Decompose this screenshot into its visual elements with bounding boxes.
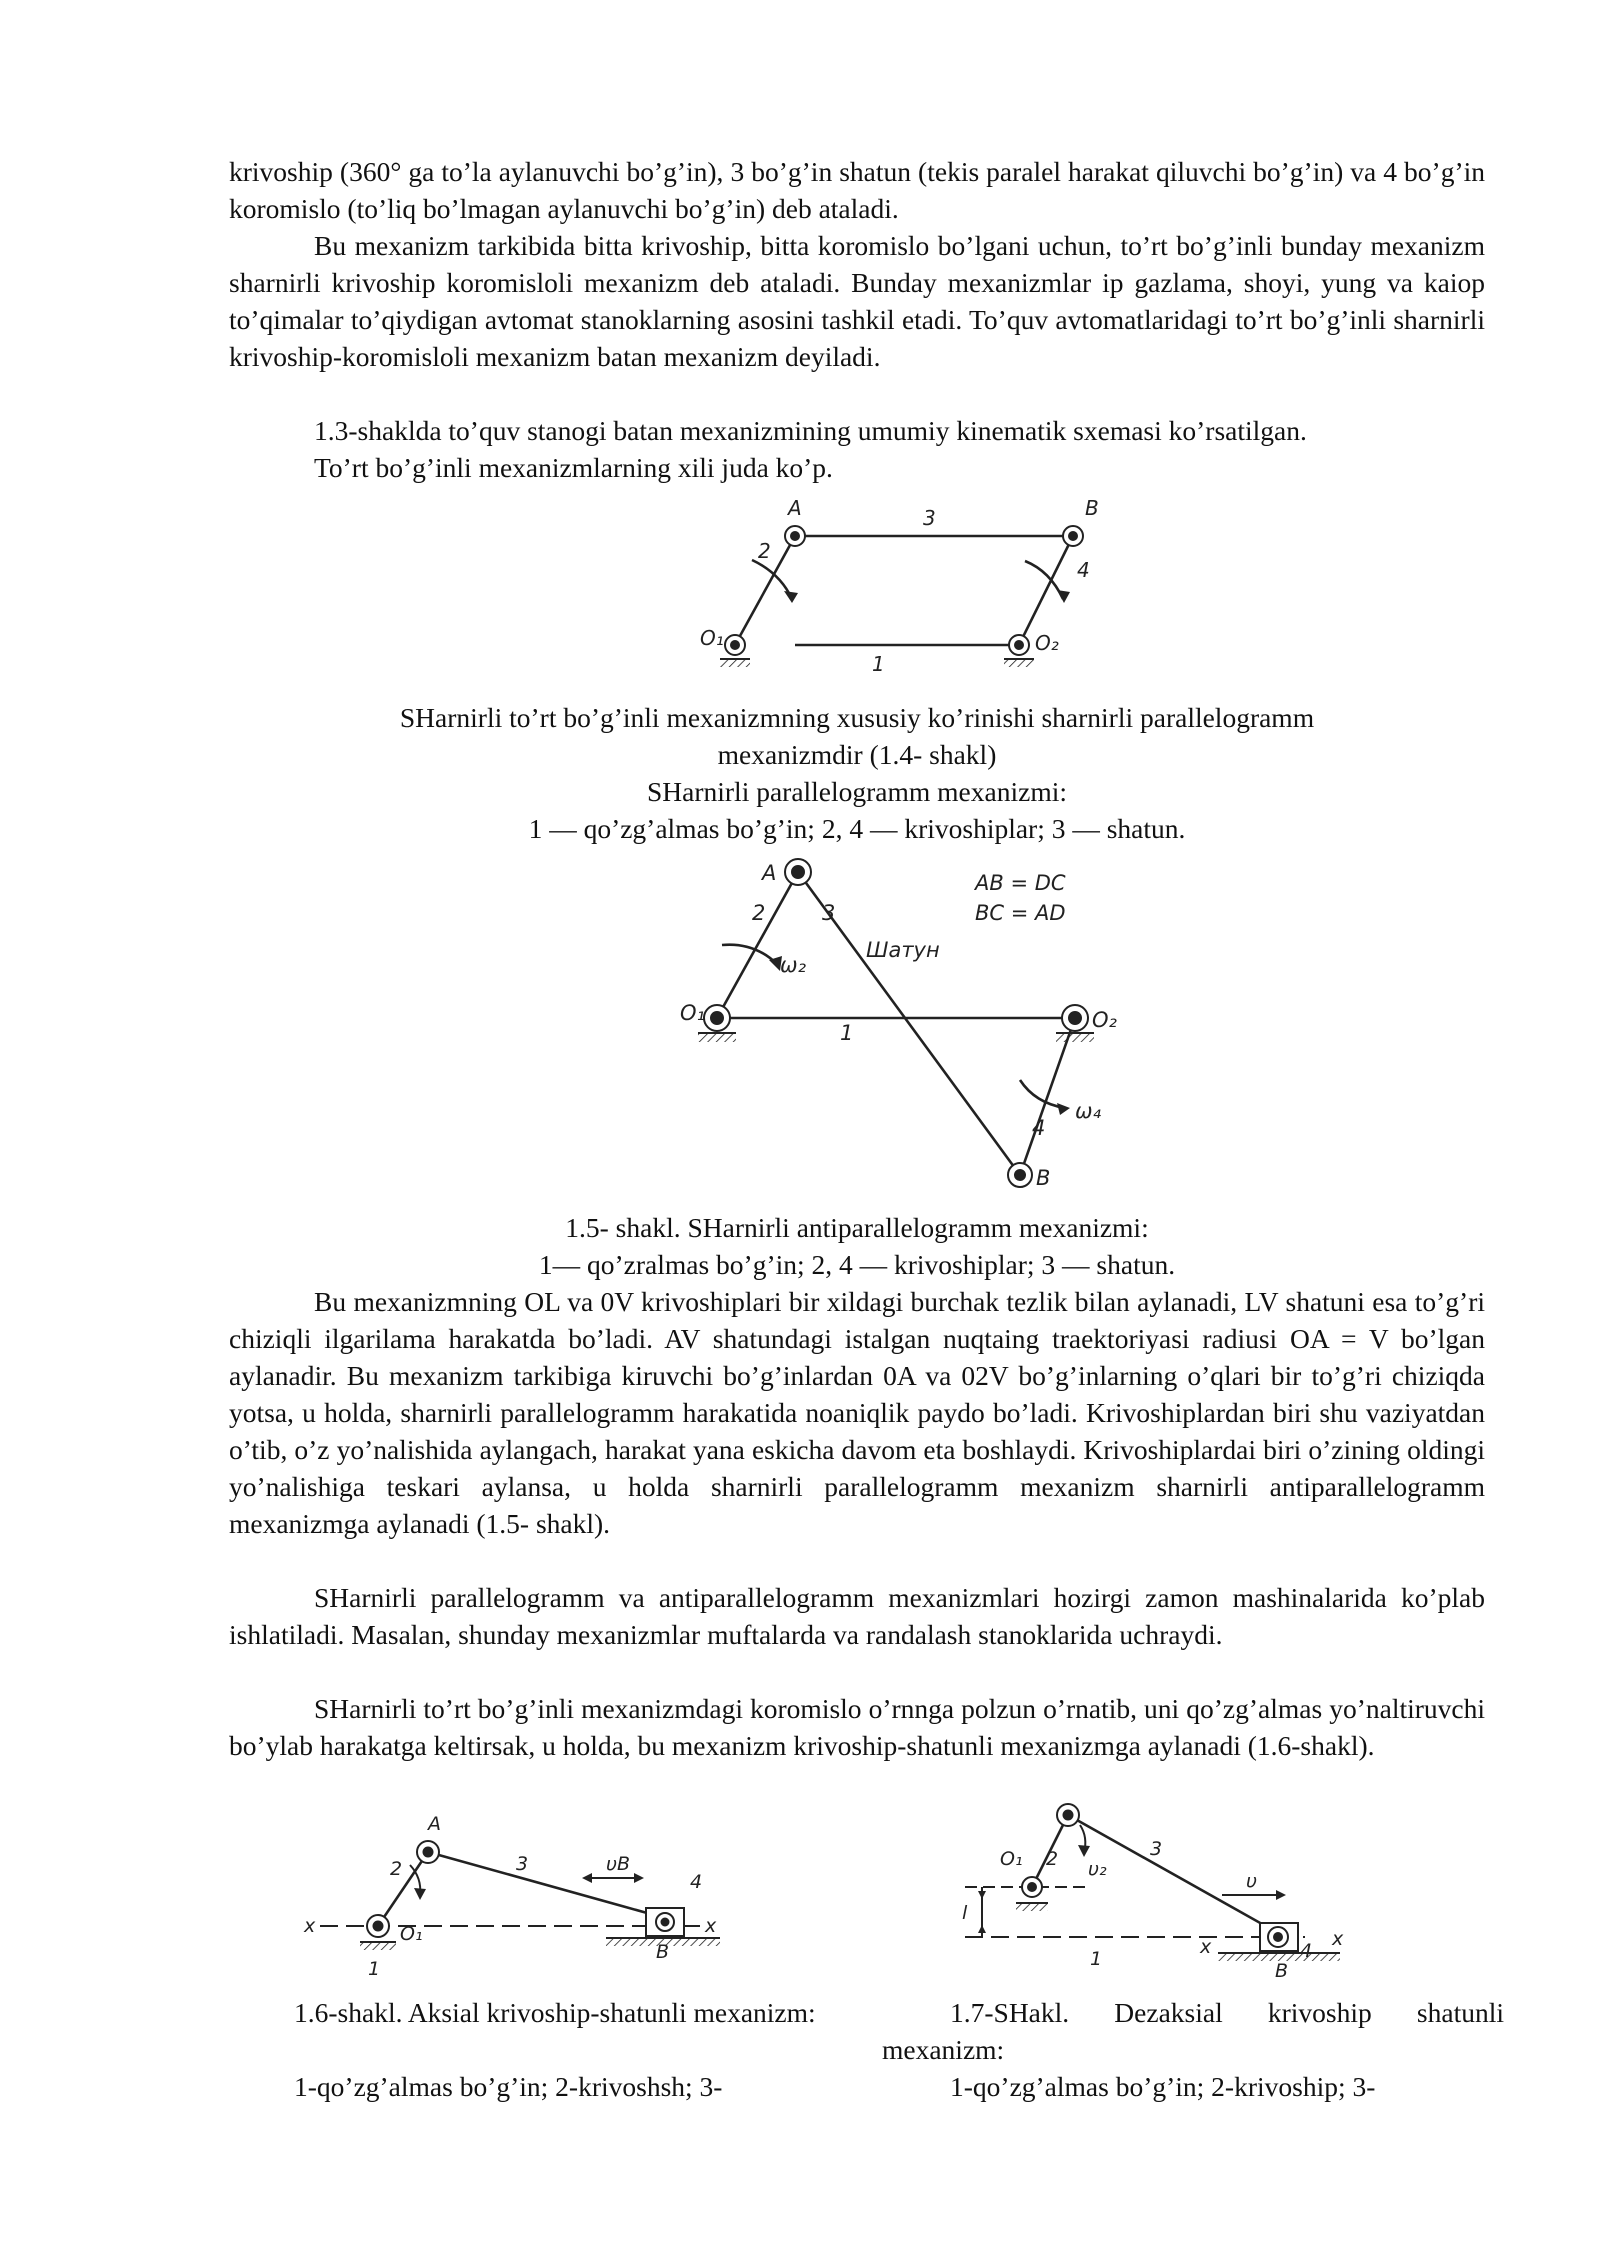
caption-3: 1 — qo’zg’almas bo’g’in; 2, 4 — krivoshiplar; 3 — shatun. [528,813,1186,844]
caption-figure-1-7: 1.7-SHakl. Dezaksial krivoship shatunli mexanizm: [882,1997,1504,2065]
label-vB: υB [606,1853,631,1875]
paragraph-3: 1.3-shaklda to’quv stanogi batan mexanizmining umumiy kinematik sxemasi ko’rsatilgan. [314,415,1307,446]
label-x-right: x [705,1915,717,1937]
label-4: 4 [1032,1116,1046,1140]
label-B: B [1036,1166,1051,1190]
label-O2: O₂ [1035,631,1059,655]
label-omega-2: ω₂ [780,953,807,977]
label-4: 4 [690,1871,703,1893]
caption-1-line-1: SHarnirli to’rt bo’g’inli mexanizmning xususiy ko’rinishi sharnirli parallelogramm [399,702,1315,733]
label-1: 1 [1090,1948,1103,1970]
label-omega-4: ω₄ [1075,1099,1102,1123]
figure-antiparallelogram-mechanism [670,850,1150,1205]
label-B: B [1275,1960,1289,1982]
caption-1-line-2: mexanizmdir (1.4- shakl) [717,739,997,770]
caption-4: 1.5- shakl. SHarnirli antiparallelogramm mexanizmi: [565,1212,1149,1243]
label-shatun: Шатун [866,938,940,962]
label-3: 3 [1150,1838,1163,1860]
caption-5: 1— qo’zralmas bo’g’in; 2, 4 — krivoshiplar; 3 — shatun. [538,1249,1176,1280]
label-O2: O₂ [1092,1008,1117,1032]
figure-parallelogram-mechanism [680,495,1140,685]
label-v: υ [1246,1870,1257,1892]
label-A: A [788,496,802,520]
label-B: B [1085,496,1099,520]
label-x-left: x [304,1915,316,1937]
label-O1: O₁ [700,626,724,650]
label-1: 1 [840,1021,854,1045]
caption-figure-1-7-legend: 1-qo’zg’almas bo’g’in; 2-krivoship; 3- [950,2071,1376,2102]
equation-bc-ad: BC = AD [975,901,1066,925]
label-2: 2 [752,901,766,925]
caption-figure-1-6: 1.6-shakl. Aksial krivoship-shatunli mexanizm: [294,1997,816,2028]
label-3: 3 [923,506,936,530]
paragraph-4: To’rt bo’g’inli mexanizmlarning xili juda ko’p. [314,452,833,483]
label-B: B [656,1941,670,1963]
label-2: 2 [1046,1848,1059,1870]
label-1: 1 [872,652,885,676]
paragraph-2: Bu mexanizm tarkibida bitta krivoship, bitta koromislo bo’lgani uchun, to’rt bo’g’inli bunday mexanizm sharnirli krivoship koromisloli mexanizm deb ataladi. Bunday mexanizmlar ip gazlama, shoyi, yung va kaiop to’qimalar to’qiydigan avtomat stanoklarning asosini tashkil etadi. To’quv avtomatlaridagi to’rt bo’g’inli sharnirli krivoship-koromisloli mexanizm batan mexanizm deyiladi. [229,230,1485,372]
caption-figure-1-6-legend: 1-qo’zg’almas bo’g’in; 2-krivoshsh; 3- [294,2071,723,2102]
label-v2: υ₂ [1088,1858,1107,1880]
label-1: 1 [368,1958,381,1980]
caption-2: SHarnirli parallelogramm mexanizmi: [646,776,1067,807]
paragraph-7: SHarnirli to’rt bo’g’inli mexanizmdagi koromislo o’rnnga polzun o’rnatib, uni qo’zg’almas yo’naltiruvchi bo’ylab harakatga keltirsak, u holda, bu mexanizm krivoship-shatunli mexanizmga aylanadi (1.6-shakl). [229,1693,1485,1761]
paragraph-1: krivoship (360° ga to’la aylanuvchi bo’g’in), 3 bo’g’in shatun (tekis paralel harakat qiluvchi bo’g’in) va 4 bo’g’in koromislo (to’liq bo’lmagan aylanuvchi bo’g’in) deb ataladi. [229,156,1485,224]
figure-disaxial-slider-crank [960,1795,1360,1990]
label-O1: O₁ [400,1923,423,1945]
label-4: 4 [1300,1940,1313,1962]
label-x-left: x [1200,1936,1212,1958]
label-O1: O₁ [1000,1848,1023,1870]
label-O1: O₁ [680,1001,705,1025]
label-2: 2 [758,539,771,563]
label-A: A [762,861,777,885]
label-3: 3 [822,901,836,925]
label-l: l [962,1902,968,1924]
label-3: 3 [516,1853,529,1875]
equation-ab-dc: AB = DC [975,871,1066,895]
label-A: A [428,1813,441,1835]
label-4: 4 [1077,558,1090,582]
label-2: 2 [390,1858,403,1880]
paragraph-5: Bu mexanizmning OL va 0V krivoshiplari bir xildagi burchak tezlik bilan aylanadi, LV shatuni esa to’g’ri chiziqli ilgarilama harakatda bo’ladi. AV shatundagi istalgan nuqtaing traektoriyasi radiusi OA = V bo’lgan aylanadir. Bu mexanizm tarkibiga kiruvchi bo’g’inlardan 0A va 02V bo’g’inlarning o’qlari bir to’g’ri chiziqda yotsa, u holda, sharnirli parallelogramm harakatida noaniqlik paydo bo’ladi. Krivoshiplardan biri shu vaziyatdan o’tib, o’z yo’nalishida aylangach, harakat yana eskicha davom eta boshlaydi. Krivoshiplardai biri o’zining oldingi yo’nalishiga teskari aylansa, u holda sharnirli parallelogramm mexanizm sharnirli antiparallelogramm mexanizmga aylanadi (1.5- shakl). [229,1286,1485,1539]
figure-axial-slider-crank [300,1810,740,1990]
paragraph-6: SHarnirli parallelogramm va antiparallelogramm mexanizmlari hozirgi zamon mashinalarida ko’plab ishlatiladi. Masalan, shunday mexanizmlar muftalarda va randalash stanoklarida uchraydi. [229,1582,1485,1650]
label-x-right: x [1332,1928,1344,1950]
